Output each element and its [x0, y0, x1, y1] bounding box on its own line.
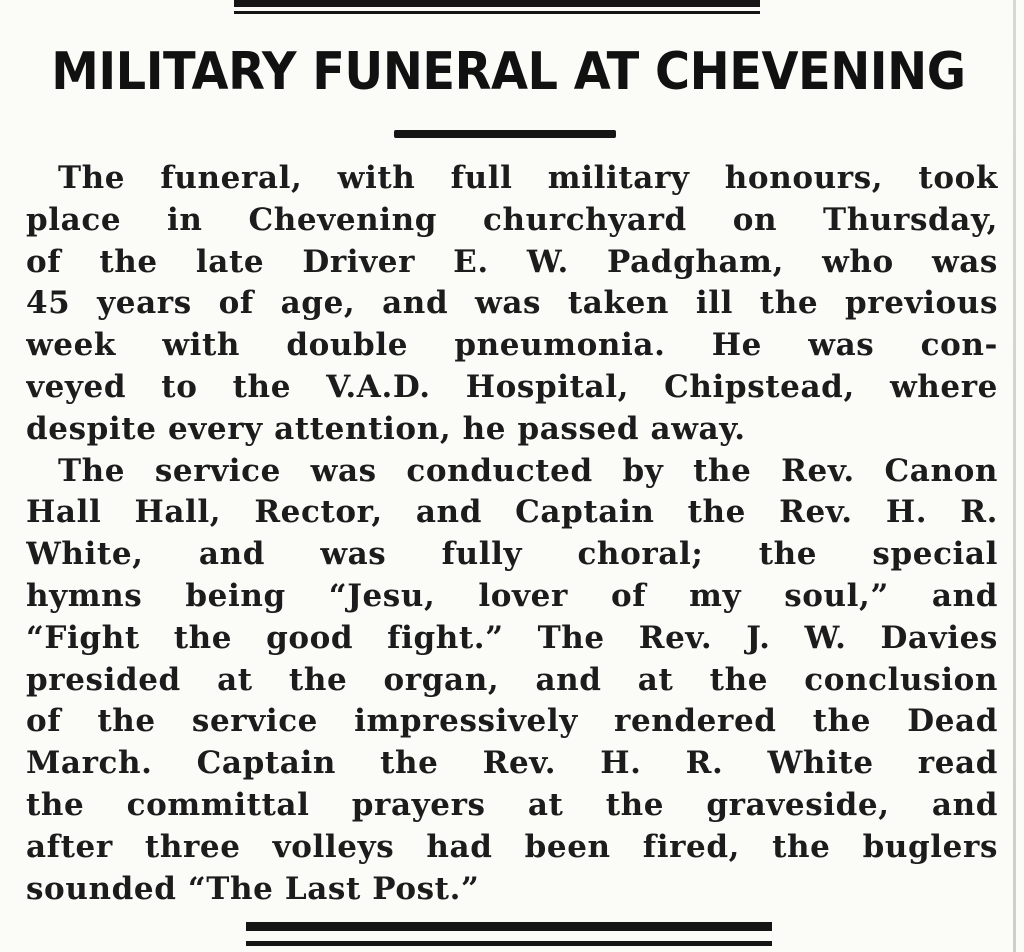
- text-line: of the service impressively rendered the Dead: [26, 703, 998, 740]
- text-line: after three volleys had been fired, the buglers: [26, 828, 998, 865]
- text-line: White, and was fully choral; the special: [26, 536, 998, 573]
- page-edge: [1013, 0, 1016, 952]
- text-line: The funeral, with full military honours, took: [58, 160, 998, 196]
- text-line: 45 years of age, and was taken ill the previous: [26, 285, 998, 322]
- text-line: veyed to the V.A.D. Hospital, Chipstead, where: [26, 368, 998, 405]
- text-line: March. Captain the Rev. H. R. White read: [26, 745, 998, 782]
- headline-divider: [394, 130, 616, 138]
- top-rule: [234, 0, 760, 14]
- text-line: “Fight the good fight.” The Rev. J. W. Davies: [26, 619, 998, 656]
- headline: MILITARY FUNERAL AT CHEVENING: [51, 42, 966, 102]
- text-line: sounded “The Last Post.”: [26, 870, 480, 907]
- text-line: Hall Hall, Rector, and Captain the Rev. H. R.: [26, 494, 998, 531]
- text-line: The service was conducted by the Rev. Canon: [58, 452, 998, 489]
- text-line: despite every attention, he passed away.: [26, 410, 746, 447]
- text-line: hymns being “Jesu, lover of my soul,” and: [26, 577, 998, 614]
- text-line: of the late Driver E. W. Padgham, who was: [26, 243, 998, 280]
- article-body: [26, 158, 998, 910]
- text-line: week with double pneumonia. He was con-: [26, 327, 998, 364]
- text-line: presided at the organ, and at the conclusion: [26, 661, 998, 698]
- text-line: the committal prayers at the graveside, and: [26, 786, 998, 823]
- text-line: place in Chevening churchyard on Thursday,: [26, 201, 998, 238]
- bottom-rule: [246, 922, 772, 946]
